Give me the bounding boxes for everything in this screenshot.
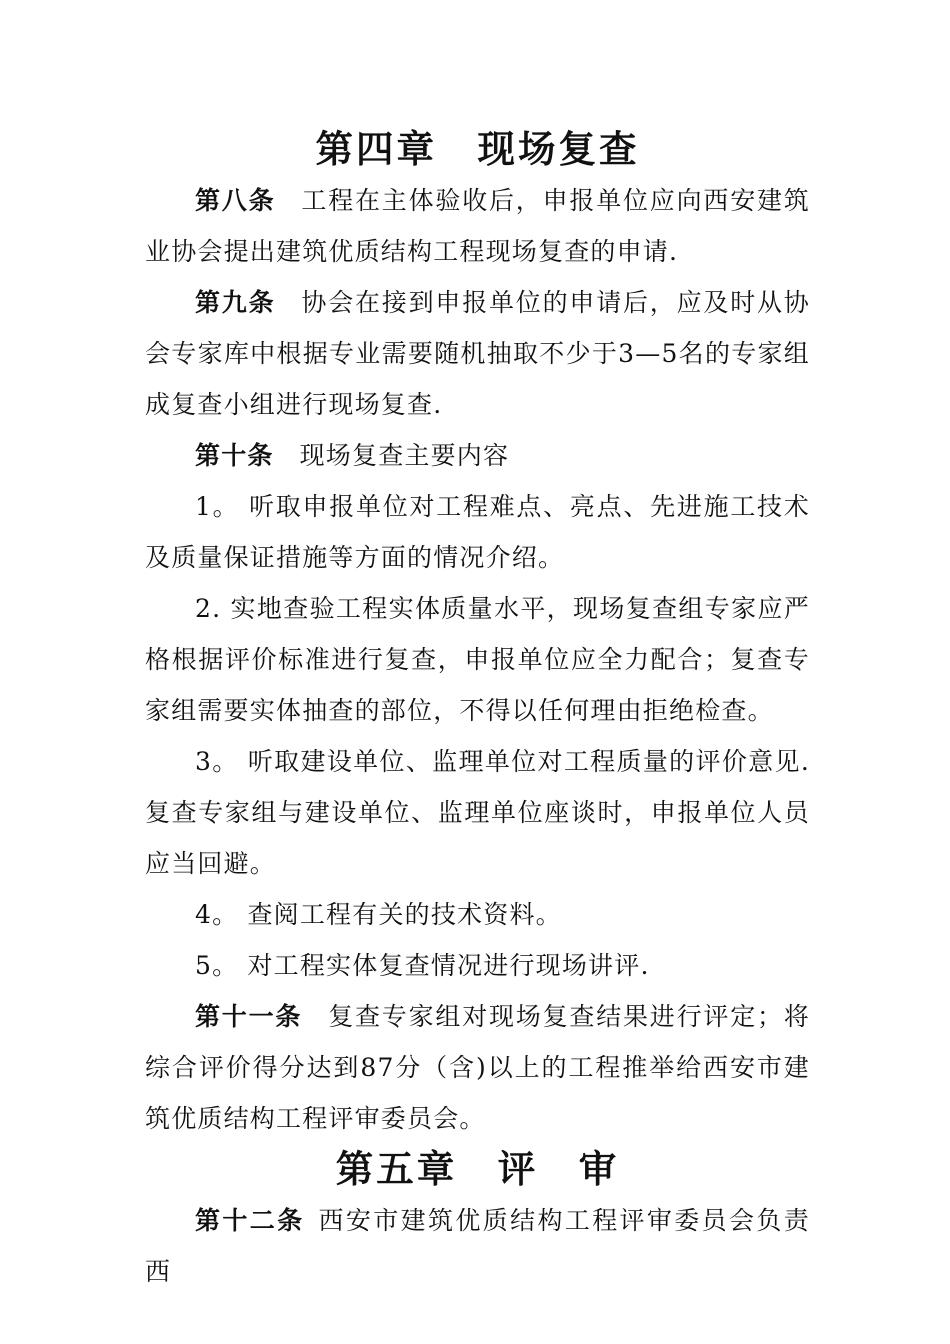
article-9-label: 第九条: [195, 288, 276, 317]
article-10-item-1: 1。 听取申报单位对工程难点、亮点、先进施工技术及质量保证措施等方面的情况介绍。: [145, 492, 810, 572]
article-10-label: 第十条: [195, 441, 274, 470]
article-8-text: 工程在主体验收后，申报单位应向西安建筑业协会提出建筑优质结构工程现场复查的申请.: [145, 186, 810, 266]
article-10: [145, 430, 810, 481]
chapter-5-title: 第五章 评 审: [335, 1147, 620, 1191]
article-11-label: 第十一条: [195, 1002, 303, 1031]
article-12: [145, 1195, 810, 1297]
article-8: [145, 175, 810, 277]
article-10-item-4: 4。 查阅工程有关的技术资料。: [195, 900, 562, 929]
article-8-label: 第八条: [195, 186, 276, 215]
article-12-text: 西安市建筑优质结构工程评审委员会负责西: [145, 1206, 810, 1286]
article-9-text: 协会在接到申报单位的申请后，应及时从协会专家库中根据专业需要随机抽取不少于3—5名的专家组成复查小组进行现场复查.: [145, 288, 810, 419]
article-11-text: 复查专家组对现场复查结果进行评定；将综合评价得分达到87分（含)以上的工程推举给西安市建筑优质结构工程评审委员会。: [145, 1002, 810, 1133]
article-10-item-2: 2. 实地查验工程实体质量水平，现场复查组专家应严格根据评价标准进行复查，申报单位应全力配合；复查专家组需要实体抽查的部位，不得以任何理由拒绝检查。: [145, 594, 810, 725]
article-10-item-5: 5。 对工程实体复查情况进行现场讲评.: [195, 951, 650, 980]
chapter-4-title: 第四章 现场复查: [315, 127, 640, 171]
article-9: [145, 277, 810, 430]
article-10-item-3: 3。 听取建设单位、监理单位对工程质量的评价意见.复查专家组与建设单位、监理单位座谈时，申报单位人员应当回避。: [145, 747, 810, 878]
document-body: [145, 124, 810, 1297]
article-12-label: 第十二条: [195, 1206, 305, 1235]
article-11: [145, 991, 810, 1144]
article-10-text: 现场复查主要内容: [299, 441, 510, 470]
